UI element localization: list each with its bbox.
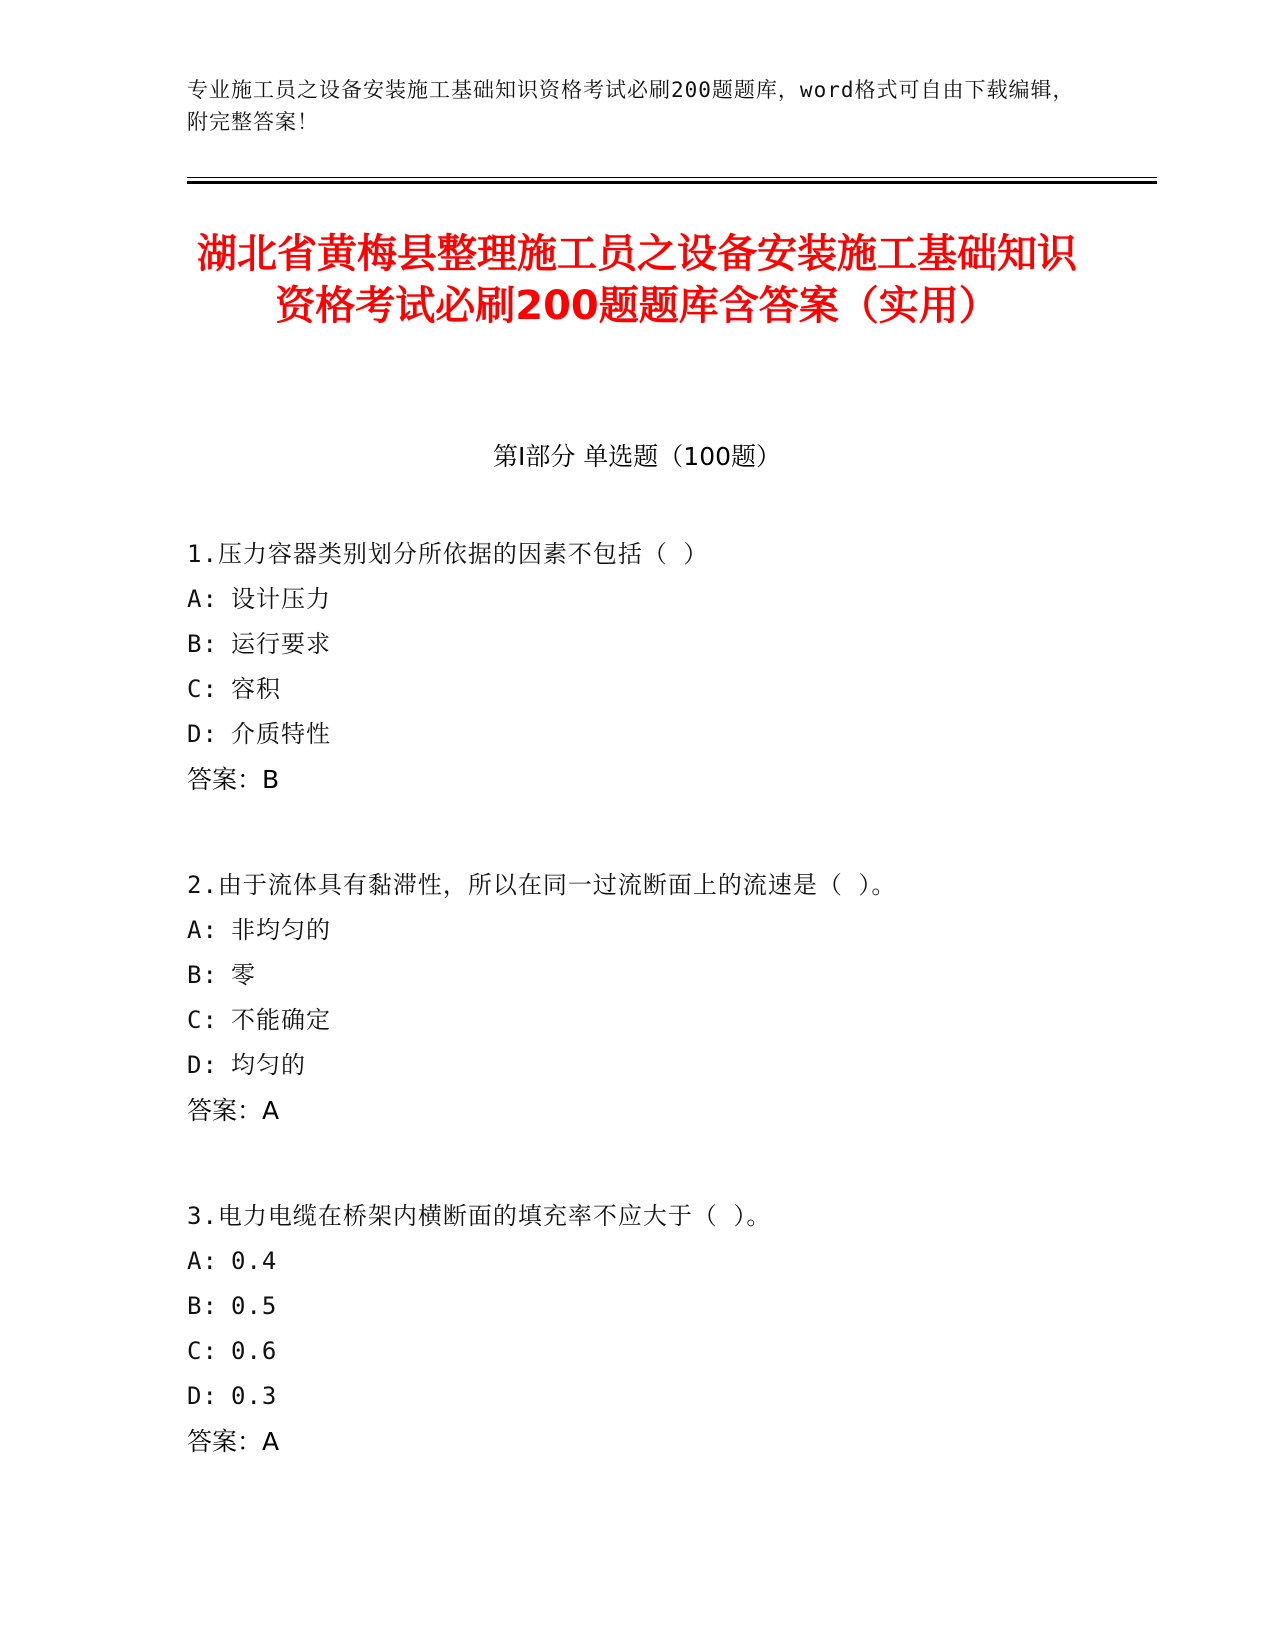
option-a	[187, 577, 1157, 622]
option-text: 不能确定	[231, 1006, 331, 1034]
document-title: 湖北省黄梅县整理施工员之设备安装施工基础知识资格考试必刷200题题库含答案（实用）	[197, 231, 1077, 329]
option-a	[187, 1239, 1157, 1284]
question-1	[187, 532, 1157, 803]
option-text: 介质特性	[231, 720, 331, 748]
question-stem: 2.由于流体具有黏滞性，所以在同一过流断面上的流速是（ ）。	[187, 871, 897, 899]
option-text: 容积	[231, 675, 281, 703]
option-text: 0.5	[231, 1292, 278, 1320]
option-text: 运行要求	[231, 630, 331, 658]
question-list	[187, 532, 1157, 1525]
option-text: 设计压力	[231, 585, 331, 613]
option-b	[187, 1284, 1157, 1329]
question-2	[187, 863, 1157, 1134]
option-key: D:	[187, 1382, 218, 1410]
option-text: 非均匀的	[231, 916, 331, 944]
option-d	[187, 712, 1157, 757]
option-c	[187, 998, 1157, 1043]
option-a	[187, 908, 1157, 953]
option-d	[187, 1043, 1157, 1088]
answer: 答案：A	[187, 1427, 280, 1456]
answer: 答案：A	[187, 1096, 280, 1125]
option-b	[187, 953, 1157, 998]
option-key: B:	[187, 961, 218, 989]
question-stem: 3.电力电缆在桥架内横断面的填充率不应大于（ ）。	[187, 1202, 772, 1230]
question-stem: 1.压力容器类别划分所依据的因素不包括（ ）	[187, 540, 709, 568]
option-key: A:	[187, 916, 218, 944]
option-key: D:	[187, 1051, 218, 1079]
option-c	[187, 667, 1157, 712]
section-title: 第Ⅰ部分 单选题（100题）	[492, 442, 782, 471]
option-text: 零	[231, 961, 256, 989]
option-text: 0.4	[231, 1247, 278, 1275]
header-rule-thick	[187, 181, 1157, 184]
option-key: B:	[187, 630, 218, 658]
answer: 答案：B	[187, 765, 280, 794]
option-key: C:	[187, 1337, 218, 1365]
question-3	[187, 1194, 1157, 1465]
option-key: D:	[187, 720, 218, 748]
option-key: A:	[187, 1247, 218, 1275]
option-b	[187, 622, 1157, 667]
option-key: C:	[187, 1006, 218, 1034]
option-key: C:	[187, 675, 218, 703]
header-note: 专业施工员之设备安装施工基础知识资格考试必刷200题题库，word格式可自由下载编辑，附完整答案！	[187, 78, 1075, 134]
header-rule-thin	[187, 177, 1157, 178]
option-d	[187, 1374, 1157, 1419]
option-c	[187, 1329, 1157, 1374]
option-text: 均匀的	[231, 1051, 306, 1079]
option-text: 0.6	[231, 1337, 278, 1365]
option-key: B:	[187, 1292, 218, 1320]
option-text: 0.3	[231, 1382, 278, 1410]
option-key: A:	[187, 585, 218, 613]
